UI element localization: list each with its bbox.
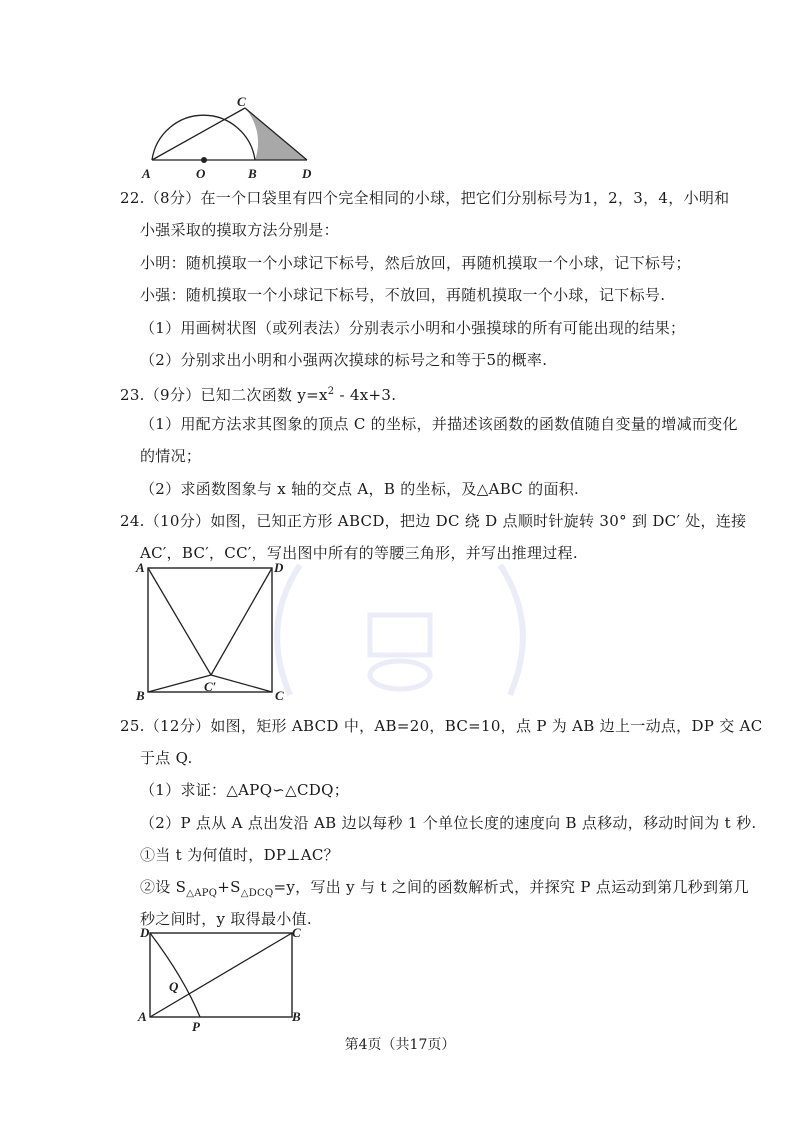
q25-sub2-line2: 秒之间时，y 取得最小值. bbox=[140, 910, 312, 928]
label-c: C bbox=[292, 925, 301, 940]
label-p: P bbox=[192, 1019, 200, 1033]
label-c: C bbox=[237, 95, 246, 109]
label-c-prime: C′ bbox=[204, 679, 217, 694]
q23-header-prefix: 23.（9分）已知二次函数 y=x bbox=[120, 386, 328, 404]
q25-part1: （1）求证：△APQ∽△CDQ； bbox=[140, 781, 350, 799]
label-b: B bbox=[136, 688, 145, 703]
q25-header: 25.（12分）如图，矩形 ABCD 中，AB=20，BC=10，点 P 为 AB 边上一动点，DP 交 AC bbox=[120, 717, 763, 735]
center-point bbox=[201, 157, 207, 163]
q22-part2: （2）分别求出小明和小强两次摸球的标号之和等于5的概率. bbox=[140, 351, 548, 369]
q22-header: 22.（8分）在一个口袋里有四个完全相同的小球，把它们分别标号为1，2，3，4，小明和 bbox=[120, 189, 730, 207]
label-b: B bbox=[292, 1009, 301, 1024]
q22-line2: 小强采取的摸取方法分别是： bbox=[140, 221, 339, 239]
q23-header-suffix: - 4x+3. bbox=[334, 386, 397, 404]
figure-semicircle bbox=[140, 95, 330, 185]
q25-sub2-mid: +S bbox=[217, 878, 241, 896]
label-q: Q bbox=[169, 979, 179, 994]
q22-line3: 小明：随机摸取一个小球记下标号，然后放回，再随机摸取一个小球，记下标号； bbox=[140, 254, 691, 272]
page-footer: 第4页（共17页） bbox=[344, 1037, 456, 1053]
q25-sub2 bbox=[140, 877, 749, 904]
q25-part2: （2）P 点从 A 点出发沿 AB 边以每秒 1 个单位长度的速度向 B 点移动，移动时间为 t 秒. bbox=[140, 814, 757, 832]
label-c: C bbox=[275, 688, 284, 703]
segment-ac-prime bbox=[148, 568, 211, 675]
label-d: D bbox=[302, 166, 312, 181]
q25-sub2-sub1: △APQ bbox=[186, 888, 218, 899]
q23-part2: （2）求函数图象与 x 轴的交点 A，B 的坐标，及△ABC 的面积. bbox=[140, 480, 580, 498]
q24-line2: AC′，BC′，CC′，写出图中所有的等腰三角形，并写出推理过程. bbox=[140, 544, 578, 562]
figure-rectangle bbox=[134, 923, 314, 1033]
q25-sub1: ①当 t 为何值时，DP⊥AC？ bbox=[140, 846, 339, 864]
label-a: A bbox=[138, 1009, 147, 1024]
q23-part1-line1: （1）用配方法求其图象的顶点 C 的坐标，并描述该函数的函数值随自变量的增减而变化 bbox=[140, 415, 738, 433]
q25-sub2-suffix: =y，写出 y 与 t 之间的函数解析式，并探究 P 点运动到第几秒到第几 bbox=[273, 878, 749, 896]
q25-sub2-sub2: △DCQ bbox=[240, 888, 274, 899]
q23-header bbox=[120, 382, 396, 405]
diagonal-ac bbox=[150, 933, 292, 1017]
q23-exponent: 2 bbox=[327, 386, 335, 397]
q23-part1-line2: 的情况； bbox=[140, 447, 202, 465]
segment-bc-prime bbox=[148, 675, 211, 692]
label-o: O bbox=[196, 166, 206, 181]
q25-sub2-prefix: ②设 S bbox=[140, 878, 187, 896]
label-a: A bbox=[136, 560, 145, 575]
segment-dp bbox=[150, 933, 200, 1017]
label-d: D bbox=[140, 925, 150, 940]
label-a: A bbox=[142, 166, 151, 181]
q24-header: 24.（10分）如图，已知正方形 ABCD，把边 DC 绕 D 点顺时针旋转 30° 到 DC′ 处，连接 bbox=[120, 512, 747, 530]
label-b: B bbox=[248, 166, 257, 181]
q22-line4: 小强：随机摸取一个小球记下标号，不放回，再随机摸取一个小球，记下标号. bbox=[140, 286, 666, 304]
q25-line2: 于点 Q. bbox=[140, 749, 193, 767]
watermark-emblem bbox=[260, 545, 540, 705]
label-d: D bbox=[274, 560, 284, 575]
semicircle-arc bbox=[152, 115, 255, 160]
q22-part1: （1）用画树状图（或列表法）分别表示小明和小强摸球的所有可能出现的结果； bbox=[140, 319, 686, 337]
